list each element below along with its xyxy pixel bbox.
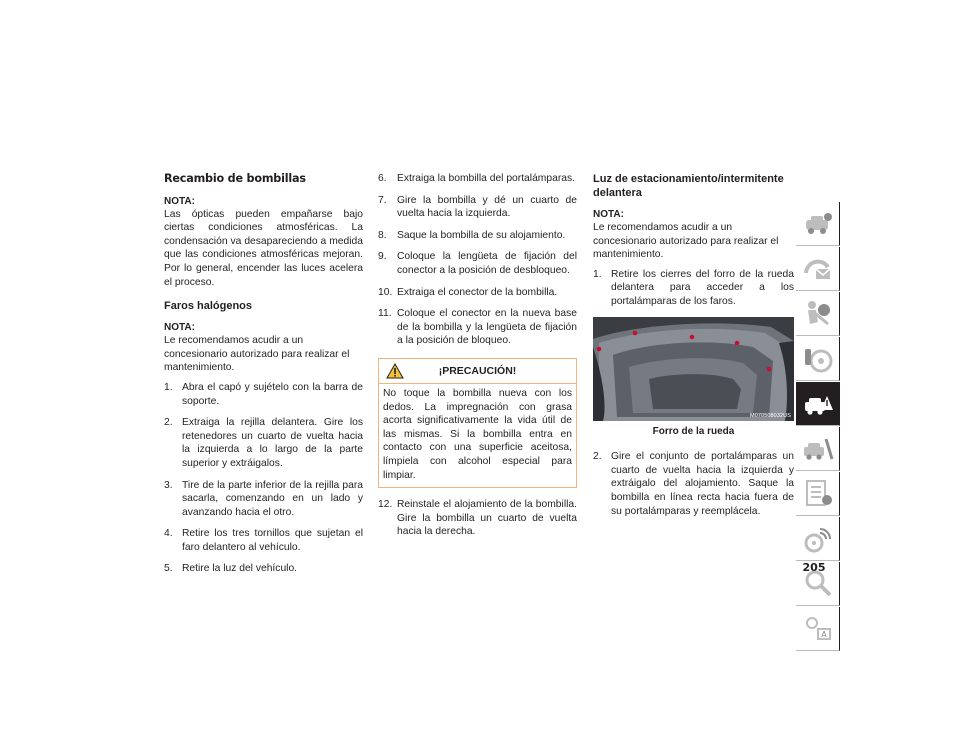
tab-vehicle-info[interactable] <box>796 202 840 246</box>
step-text: Tire de la parte inferior de la rejilla para sacarla, comenzando en un lado y avanzando hacia el otro. <box>182 479 363 518</box>
list-item <box>164 381 363 408</box>
multimedia-icon <box>802 523 834 555</box>
step-text: Coloque la lengüeta de fijación del conector a la posición de desbloqueo. <box>397 251 577 276</box>
instrument-message-icon <box>802 253 834 285</box>
note-text: Las ópticas pueden empañarse bajo ciertas condiciones atmosféricas. La condensación va desapareciendo a medida que las condiciones atmosféricas mejoran. Por lo general, encender las luces acelera el proceso. <box>164 208 363 288</box>
step-list <box>164 381 363 576</box>
specifications-list-icon <box>802 478 834 510</box>
chapter-tabs <box>796 202 842 652</box>
step-text: Extraiga la bombilla del portalámparas. <box>397 173 575 184</box>
step-number: 10. <box>378 286 393 298</box>
caution-header <box>379 359 576 384</box>
step-number: 1. <box>164 381 173 393</box>
list-item <box>378 498 577 539</box>
step-number: 2. <box>593 451 602 463</box>
step-text: Extraiga el conector de la bombilla. <box>397 286 558 298</box>
note-label: NOTA: <box>593 209 624 220</box>
section-title: Recambio de bombillas <box>164 172 306 185</box>
step-number: 6. <box>378 173 387 184</box>
note-text: Le recomendamos acudir a un concesionario autorizado para realizar el mantenimiento. <box>593 222 779 261</box>
caution-text: No toque la bombilla nueva con los dedos. La impregnación con grasa acorta significativamente la vida útil de las mismas. Si la bombilla entra en contacto con una superficie aceitosa, límpiela con alcohol especial para limpiar. <box>383 387 572 481</box>
tab-instrument-messages[interactable] <box>796 247 840 291</box>
subsection-title-halogen: Faros halógenos <box>164 300 253 313</box>
step-number: 8. <box>378 229 387 241</box>
step-number: 11. <box>378 308 392 320</box>
step-text: Reinstale el alojamiento de la bombilla. Gire la bombilla un cuarto de vuelta hacia la derecha. <box>397 499 577 538</box>
servicing-car-icon <box>802 433 834 465</box>
note-text: Le recomendamos acudir a un concesionario autorizado para realizar el mantenimiento. <box>164 335 350 374</box>
note-label: NOTA: <box>164 195 195 207</box>
caution-box <box>378 358 577 488</box>
list-item <box>164 479 363 520</box>
caution-title: ¡PRECAUCIÓN! <box>438 364 517 377</box>
step-number: 3. <box>164 479 173 491</box>
page-number: 205 <box>802 561 826 574</box>
step-number: 5. <box>164 563 173 575</box>
step-number: 4. <box>164 528 173 540</box>
list-item <box>593 268 794 309</box>
step-list <box>378 172 577 348</box>
list-item <box>378 250 577 277</box>
tab-multimedia[interactable] <box>796 517 840 561</box>
svg-text:A: A <box>821 630 827 639</box>
list-item <box>378 286 577 300</box>
right-column <box>593 172 794 526</box>
step-text: Abra el capó y sujételo con la barra de soporte. <box>182 381 363 407</box>
step-text: Gire el conjunto de portalámparas un cuarto de vuelta hacia la izquierda y extráigalo del alojamiento. Saque la bombilla en línea recta hacia fuera de su portalámparas y reemplácela. <box>611 451 794 517</box>
wheel-liner-photo <box>593 317 794 421</box>
step-text: Retire los cierres del forro de la rueda delantera para acceder a los portalámparas de los faros. <box>611 268 794 307</box>
list-item <box>164 416 363 470</box>
tab-servicing-maintenance[interactable] <box>796 427 840 471</box>
list-item <box>378 194 577 221</box>
step-number: 9. <box>378 251 387 263</box>
step-text: Retire la luz del vehículo. <box>182 563 298 575</box>
list-item <box>378 172 577 186</box>
step-text: Coloque el conector en la nueva base de la bombilla y la lengüeta de fijación a la posición de bloqueo. <box>397 308 577 347</box>
step-list <box>378 498 577 539</box>
subsection-title-parking-light: Luz de estacionamiento/intermitente delantera <box>593 173 784 199</box>
index-icon <box>802 613 834 645</box>
image-caption: Forro de la rueda <box>652 425 735 437</box>
tab-starting-operating[interactable] <box>796 337 840 381</box>
list-item <box>164 527 363 554</box>
roadside-emergency-icon <box>802 388 834 420</box>
step-number: 12. <box>378 499 393 511</box>
middle-column <box>378 172 577 547</box>
note-label: NOTA: <box>164 322 195 334</box>
tab-index[interactable] <box>796 607 840 651</box>
list-item <box>378 307 577 348</box>
step-number: 2. <box>164 417 173 429</box>
step-text: Extraiga la rejilla delantera. Gire los retenedores un cuarto de vuelta hacia la izquierda a lo largo de la parte superior y extráigalos. <box>182 417 363 469</box>
step-list <box>593 450 794 518</box>
step-number: 1. <box>593 268 602 280</box>
step-text: Retire los tres tornillos que sujetan el faro delantero al vehículo. <box>182 528 363 553</box>
warning-triangle-icon <box>386 363 404 379</box>
vehicle-info-icon <box>802 208 834 240</box>
list-item <box>593 450 794 518</box>
tab-safety[interactable] <box>796 292 840 336</box>
step-text: Gire la bombilla y dé un cuarto de vuelta hacia la izquierda. <box>397 194 577 220</box>
left-column <box>164 172 363 584</box>
list-item <box>164 562 363 576</box>
image-code: M070508032US <box>750 412 791 419</box>
tab-specifications[interactable] <box>796 472 840 516</box>
step-text: Saque la bombilla de su alojamiento. <box>397 229 566 241</box>
tab-roadside-emergency[interactable] <box>796 382 840 426</box>
step-number: 7. <box>378 194 387 206</box>
list-item <box>378 229 577 243</box>
step-list <box>593 268 794 309</box>
safety-airbag-icon <box>802 298 834 330</box>
steering-starting-icon <box>802 343 834 375</box>
